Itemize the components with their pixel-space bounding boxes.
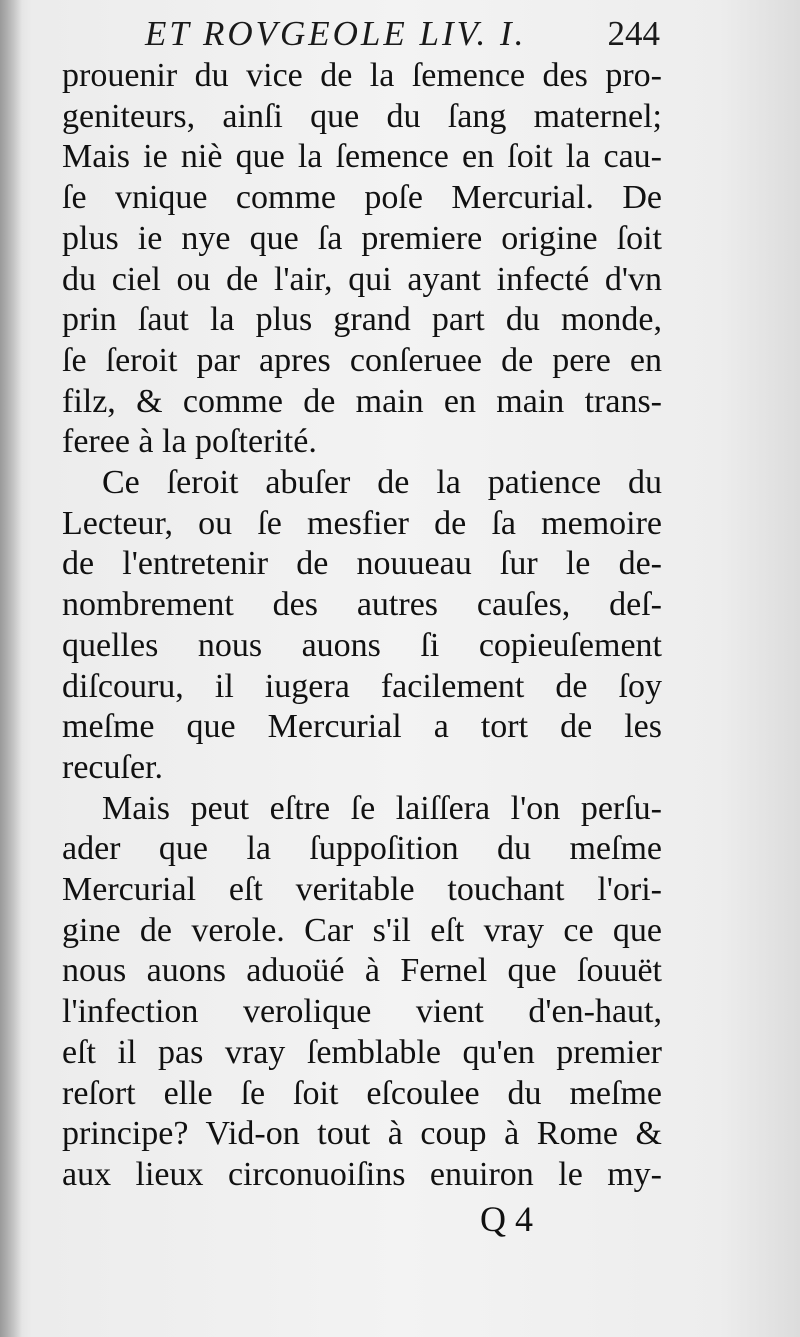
text-line: prouenir du vice de la ſemence des pro- <box>62 57 662 94</box>
text-line: du ciel ou de l'air, qui ayant infecté d'vn <box>62 260 662 298</box>
text-line: Mais peut eſtre ſe laiſſera l'on perſu- <box>102 789 662 827</box>
text-line: aux lieux circonuoiſins enuiron le my- <box>62 1155 662 1193</box>
text-line: eſt il pas vray ſemblable qu'en premier <box>62 1033 662 1071</box>
text-line: recuſer. <box>62 748 163 786</box>
text-line: prin ſaut la plus grand part du monde, <box>62 301 662 339</box>
text-line: filz, & comme de main en main trans- <box>62 382 662 420</box>
text-line: geniteurs, ainſi que du ſang maternel; <box>62 97 662 135</box>
text-line: Mercurial eſt veritable touchant l'ori- <box>62 871 662 909</box>
text-line: de l'entretenir de nouueau ſur le de- <box>62 545 662 583</box>
text-line: ſe ſeroit par apres conſeruee de pere en <box>62 341 662 379</box>
signature-mark: Q 4 <box>480 1199 533 1239</box>
text-line: principe? Vid-on tout à coup à Rome & <box>62 1115 662 1153</box>
text-line: quelles nous auons ſi copieuſement <box>62 626 662 664</box>
text-line: Lecteur, ou ſe mesfier de ſa memoire <box>62 504 662 542</box>
text-line: Ce ſeroit abuſer de la patience du <box>102 464 662 502</box>
paragraph-1 <box>62 56 662 463</box>
paragraph-3 <box>62 789 662 1196</box>
text-line: plus ie nye que ſa premiere origine ſoit <box>62 219 662 257</box>
text-line: ſe vnique comme poſe Mercurial. De <box>62 179 662 217</box>
body-text <box>62 56 662 1196</box>
text-line: gine de verole. Car s'il eſt vray ce que <box>62 911 662 949</box>
text-line: nous auons aduoüé à Fernel que ſouuët <box>62 952 662 990</box>
text-line: diſcouru, il iugera facilement de ſoy <box>62 667 662 705</box>
running-head <box>60 14 660 58</box>
text-line: Mais ie niè que la ſemence en ſoit la cau- <box>62 138 662 176</box>
paragraph-2 <box>62 463 662 789</box>
page-number: 244 <box>607 14 660 53</box>
text-line: nombrement des autres cauſes, deſ- <box>62 586 662 624</box>
gutter-shadow <box>0 0 22 1337</box>
text-line: meſme que Mercurial a tort de les <box>62 708 662 746</box>
text-line: l'infection verolique vient d'en-haut, <box>62 993 662 1031</box>
running-head-title: ET ROVGEOLE LIV. I. <box>145 14 527 53</box>
text-line: ader que la ſuppoſition du meſme <box>62 830 662 868</box>
text-line: feree à la poſterité. <box>62 423 317 461</box>
text-line: reſort elle ſe ſoit eſcoulee du meſme <box>62 1074 662 1112</box>
